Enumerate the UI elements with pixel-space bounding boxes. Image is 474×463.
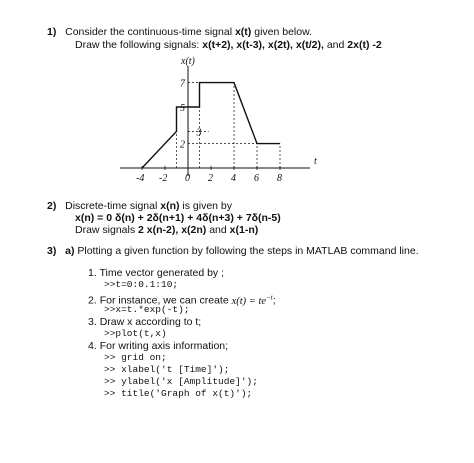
signal-line (142, 83, 280, 168)
step-2-text: For instance, we can create (99, 294, 229, 307)
step-4-text: For writing axis information; (99, 340, 229, 352)
y-tick-label: 3 (196, 127, 202, 139)
y-tick-labels (180, 79, 202, 151)
q2-number: 2) (47, 200, 57, 212)
q2-line3 (75, 224, 258, 236)
q3-part: a) (65, 245, 75, 257)
q2-line3-signals: 2 x(n-2), x(2n) (138, 224, 207, 236)
code-create: >>x=t.*exp(-t); (104, 304, 190, 315)
q3-number: 3) (47, 245, 57, 257)
signal-plot (0, 0, 474, 200)
q2-line1-suffix: is given by (182, 200, 233, 212)
y-tick-label: 2 (179, 139, 185, 151)
x-tick-label: 0 (185, 173, 190, 184)
q2-line1 (47, 200, 232, 212)
q2-signal: x(n) (160, 200, 180, 212)
y-tick-label: 7 (179, 78, 185, 90)
step-3-number: 3. (88, 316, 97, 328)
x-tick-label: -2 (159, 173, 168, 184)
q2-equation: x(n) = 0 δ(n) + 2δ(n+1) + 4δ(n+3) + 7δ(n-5) (75, 212, 281, 224)
x-tick-label: -4 (136, 173, 145, 184)
x-tick-label: 8 (277, 173, 282, 184)
q1-line2-and: and (326, 39, 345, 51)
q2-line1-prefix: Discrete-time signal (65, 200, 158, 212)
step-1-number: 1. (88, 267, 97, 279)
step-1-text: Time vector generated by ; (99, 267, 225, 279)
step-1 (88, 267, 224, 279)
q2-line3-prefix: Draw signals (75, 224, 136, 236)
code-grid: >> grid on; (104, 352, 167, 363)
q1-number: 1) (47, 26, 57, 38)
step-3 (88, 316, 201, 328)
formula-base: x(t) = te (231, 295, 267, 307)
q1-line2-signals: x(t+2), x(t-3), x(2t), x(t/2), (202, 39, 324, 51)
q2-line3-and: and (209, 224, 227, 236)
x-axis-label: t (314, 156, 317, 167)
q1-signal: x(t) (234, 26, 252, 38)
x-tick-label: 4 (231, 173, 236, 184)
step-4-number: 4. (88, 340, 97, 352)
q1-line2-last: 2x(t) -2 (347, 39, 382, 51)
code-title: >> title('Graph of x(t)'); (104, 388, 253, 399)
x-tick-labels (136, 166, 282, 184)
formula-exponent: −t (266, 293, 273, 301)
y-axis-label: x(t) (181, 56, 195, 67)
q3-title-line (47, 245, 419, 257)
formula-end: ; (272, 294, 276, 307)
q1-line1-suffix: given below. (254, 26, 313, 38)
q1-line1-prefix: Consider the continuous-time signal (65, 26, 233, 38)
q1-line2-prefix: Draw the following signals: (75, 39, 200, 51)
code-ylabel: >> ylabel('x [Amplitude]'); (104, 376, 258, 387)
formula (231, 293, 273, 307)
code-time-vector: >>t=0:0.1:10; (104, 279, 179, 290)
step-4 (88, 340, 228, 352)
q3-title: Plotting a given function by following the steps in MATLAB command line. (77, 245, 419, 257)
q2-line3-last: x(1-n) (229, 224, 259, 236)
step-2-number: 2. (88, 294, 97, 307)
dashed-guides (177, 83, 281, 168)
step-3-text: Draw x according to t; (99, 316, 202, 328)
y-tick-label: 5 (179, 103, 185, 114)
x-tick-label: 6 (254, 173, 259, 184)
x-tick-label: 2 (208, 173, 213, 184)
code-xlabel: >> xlabel('t [Time]'); (104, 364, 230, 375)
code-plot: >>plot(t,x) (104, 328, 167, 339)
